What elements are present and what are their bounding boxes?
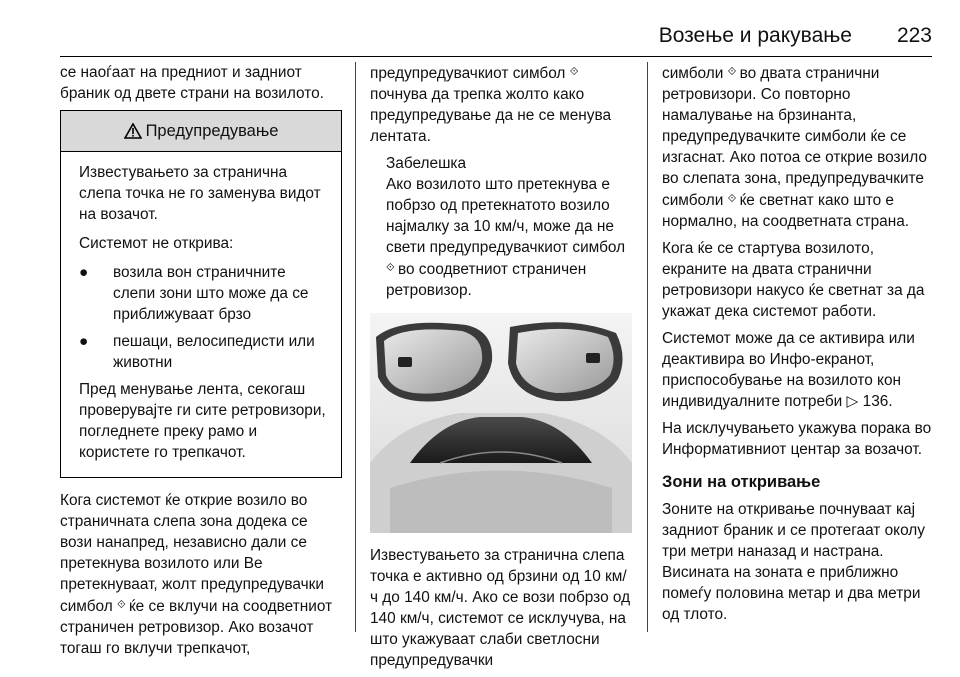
car-mirrors-image bbox=[370, 313, 632, 533]
paragraph-zones: Зоните на откривање почнуваат кај задниот браник и се протегаат околу три метри наназад и настрана. Висината на зоната е приближно помеѓу половина метар и два метри од тлото. bbox=[662, 501, 925, 623]
warning-text-3: Пред менување лента, секогаш проверувајте ги сите ретровизори, погледнете преку рамо и користете го трепкачот. bbox=[79, 381, 326, 461]
paragraph-startup: Кога ќе се стартува возилото, екраните на двата странични ретровизори накусо ќе светнат за да укажат дека системот работи. bbox=[662, 240, 925, 320]
bullet-text: пешаци, велосипедисти или животни bbox=[113, 333, 315, 371]
warning-bullet bbox=[79, 331, 331, 373]
blind-spot-symbol-icon: ⟐ bbox=[727, 193, 736, 205]
text-span: во двата странични ретровизори. Со повторно намалување на брзинанта, предупредувачките симболи ќе се изгаснат. Ако потоа се открие возило во слепата зона, предупредувачките симболи bbox=[662, 65, 927, 209]
bullet-text: возила вон страничните слепи зони што може да се приближуваат брзо bbox=[113, 264, 309, 323]
text-span: почнува да трепка жолто како предупредување да не се менува лентата. bbox=[370, 86, 612, 145]
blind-spot-symbol-icon: ⟐ bbox=[117, 599, 125, 611]
paragraph-flashing bbox=[370, 62, 632, 147]
text-span: Ако возилото што претекнува е побрзо од претекнатото возило најмалку за 10 км/ч, може да не свети предупредувачкиот симбол bbox=[386, 176, 626, 256]
column-divider bbox=[355, 62, 356, 632]
text-span: во соодветниот страничен ретровизор. bbox=[386, 261, 587, 299]
paragraph-speed: Известувањето за странична слепа точка е активно од брзини од 10 км/ч до 140 км/ч. Ако се вози побрзо од 140 км/ч, системот се исклучува, на што укажуваат слаби светлосни предупредувачки bbox=[370, 547, 631, 669]
column-3 bbox=[662, 62, 934, 631]
page-number: 223 bbox=[896, 24, 932, 47]
warning-text-2: Системот не открива: bbox=[79, 235, 234, 252]
blind-spot-symbol-icon: ⟐ bbox=[386, 262, 394, 274]
mirror-illustration bbox=[370, 313, 632, 533]
note-text bbox=[386, 174, 632, 301]
page-ref-link[interactable]: 136. bbox=[862, 393, 893, 410]
text-span: предупредувачкиот симбол bbox=[370, 65, 566, 82]
note-title: Забелешка bbox=[386, 155, 467, 172]
note-block bbox=[370, 153, 632, 301]
warning-text-1: Известувањето за странична слепа точка не го заменува видот на возачот. bbox=[79, 164, 321, 223]
paragraph-detection bbox=[60, 490, 342, 659]
intro-paragraph: се наоѓаат на предниот и задниот браник од двете страни на возилото. bbox=[60, 64, 324, 102]
paragraph-deactivation: На исклучувањето укажува порака во Информативниот центар за возачот. bbox=[662, 420, 932, 458]
column-1 bbox=[60, 62, 342, 665]
text-span: Кога системот ќе открие возило во страничната слепа зона додека се вози нанапред, независно дали се претекнува возилото или Ве претекнуваат, жолт предупредувачки симбол bbox=[60, 492, 324, 615]
header-title: Возење и ракување bbox=[658, 24, 852, 47]
warning-triangle-icon bbox=[124, 123, 142, 139]
page-header bbox=[60, 22, 932, 57]
blind-spot-symbol-icon: ⟐ bbox=[727, 66, 736, 78]
paragraph-activation bbox=[662, 328, 934, 412]
warning-box bbox=[60, 110, 342, 478]
text-span: Системот може да се активира или деактивира во Инфо-екранот, приспособување на возилото кон индивидуалните потреби bbox=[662, 330, 915, 410]
warning-header bbox=[61, 111, 341, 152]
blind-spot-symbol-icon: ⟐ bbox=[569, 66, 578, 78]
column-divider bbox=[647, 62, 648, 632]
warning-bullet bbox=[79, 262, 331, 325]
text-span: симболи bbox=[662, 65, 724, 82]
page-ref-arrow-icon[interactable]: ▷ bbox=[846, 393, 859, 410]
paragraph-symbols bbox=[662, 62, 934, 232]
section-heading: Зони на откривање bbox=[662, 473, 821, 491]
text-span: ќе се вклучи на соодветниот страничен ретровизор. Ако возачот тогаш го вклучи трепкачот, bbox=[60, 598, 333, 657]
bullet-icon: ● bbox=[79, 333, 89, 350]
warning-body bbox=[61, 152, 341, 477]
warning-title: Предупредување bbox=[145, 121, 279, 140]
text-span: ќе светнат како што е нормално, на соодветната страна. bbox=[662, 192, 910, 230]
column-2 bbox=[370, 62, 632, 677]
bullet-icon: ● bbox=[79, 264, 89, 281]
